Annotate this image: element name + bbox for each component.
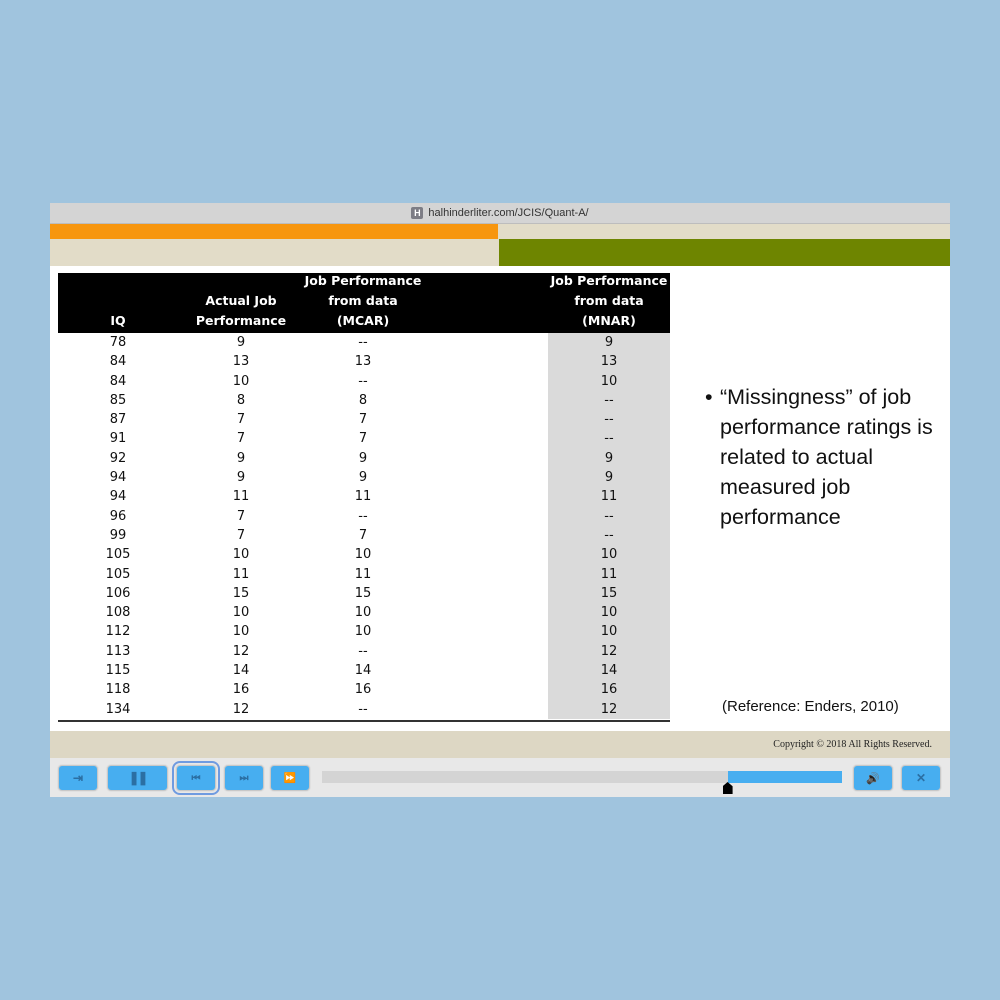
table-row bbox=[58, 603, 670, 622]
cell-iq: 105 bbox=[105, 566, 131, 582]
table-bottom-rule bbox=[58, 720, 670, 722]
cell-iq: 85 bbox=[109, 392, 127, 408]
cell-mcar: 11 bbox=[354, 489, 372, 505]
cell-iq: 108 bbox=[105, 605, 131, 621]
header-band-top bbox=[50, 224, 950, 239]
previous-slide-button[interactable] bbox=[176, 765, 216, 791]
cell-iq: 78 bbox=[109, 335, 127, 350]
cell-mcar: -- bbox=[358, 701, 368, 717]
cell-mcar: -- bbox=[358, 335, 368, 350]
cell-mnar: -- bbox=[604, 392, 614, 408]
cell-actual: 7 bbox=[236, 508, 246, 524]
cell-mnar: 12 bbox=[600, 701, 618, 717]
cell-actual: 9 bbox=[236, 335, 246, 350]
cell-mnar: 11 bbox=[600, 489, 618, 505]
cell-mnar: 9 bbox=[604, 335, 614, 350]
cell-actual: 11 bbox=[232, 489, 250, 505]
cell-actual: 13 bbox=[232, 354, 250, 370]
cell-iq: 134 bbox=[105, 701, 131, 717]
volume-button[interactable] bbox=[853, 765, 893, 791]
cell-mnar: 10 bbox=[600, 624, 618, 640]
cell-iq: 96 bbox=[109, 508, 127, 524]
cell-iq: 91 bbox=[109, 431, 127, 447]
skip-forward-icon: ⏭ bbox=[239, 772, 249, 784]
cell-iq: 118 bbox=[105, 682, 131, 698]
playback-controls bbox=[50, 758, 950, 797]
cell-actual: 11 bbox=[232, 566, 250, 582]
cell-iq: 112 bbox=[105, 624, 131, 640]
exit-button[interactable] bbox=[58, 765, 98, 791]
cell-actual: 10 bbox=[232, 547, 250, 563]
cell-mnar: -- bbox=[604, 431, 614, 447]
cell-actual: 12 bbox=[232, 701, 250, 717]
cell-mnar: 12 bbox=[600, 643, 618, 659]
slide-content bbox=[50, 266, 950, 731]
table-row bbox=[58, 545, 670, 564]
cell-mcar: 9 bbox=[358, 470, 368, 486]
reference-text: (Reference: Enders, 2010) bbox=[722, 698, 899, 715]
cell-mcar: -- bbox=[358, 373, 368, 389]
cell-actual: 7 bbox=[236, 431, 246, 447]
bullet-point bbox=[705, 382, 945, 532]
exit-icon: ⇥ bbox=[72, 771, 84, 785]
site-favicon-icon: H bbox=[411, 207, 423, 219]
table-header bbox=[58, 273, 670, 333]
table-row bbox=[58, 584, 670, 603]
cell-actual: 14 bbox=[232, 663, 250, 679]
cell-mcar: 7 bbox=[358, 527, 368, 543]
cell-mnar: 10 bbox=[600, 547, 618, 563]
cell-mcar: 10 bbox=[354, 605, 372, 621]
table-body bbox=[58, 333, 670, 719]
table-row bbox=[58, 507, 670, 526]
copyright-text: Copyright © 2018 All Rights Reserved. bbox=[773, 739, 932, 750]
cell-actual: 7 bbox=[236, 527, 246, 543]
cell-mnar: 13 bbox=[600, 354, 618, 370]
cell-iq: 84 bbox=[109, 354, 127, 370]
table-row bbox=[58, 700, 670, 719]
cell-actual: 7 bbox=[236, 412, 246, 428]
cell-iq: 106 bbox=[105, 585, 131, 601]
close-icon: ✕ bbox=[915, 771, 927, 785]
cell-mnar: 15 bbox=[600, 585, 618, 601]
data-table bbox=[58, 273, 670, 719]
progress-remaining-fill bbox=[728, 771, 842, 783]
cell-iq: 92 bbox=[109, 450, 127, 466]
cell-mnar: 10 bbox=[600, 605, 618, 621]
next-slide-button[interactable] bbox=[224, 765, 264, 791]
cell-iq: 87 bbox=[109, 412, 127, 428]
fast-forward-icon: ⏩ bbox=[283, 772, 297, 784]
progress-track[interactable] bbox=[322, 771, 842, 783]
table-row bbox=[58, 526, 670, 545]
table-row bbox=[58, 565, 670, 584]
url-text[interactable]: halhinderliter.com/JCIS/Quant-A/ bbox=[428, 207, 589, 219]
header-actual-performance: Actual Job Performance bbox=[195, 293, 287, 328]
table-row bbox=[58, 352, 670, 371]
table-row bbox=[58, 410, 670, 429]
cell-mnar: 16 bbox=[600, 682, 618, 698]
cell-mcar: 7 bbox=[358, 412, 368, 428]
cell-mnar: -- bbox=[604, 412, 614, 428]
table-row bbox=[58, 391, 670, 410]
cell-iq: 115 bbox=[105, 663, 131, 679]
cell-mcar: -- bbox=[358, 508, 368, 524]
cell-mcar: 8 bbox=[358, 392, 368, 408]
table-row bbox=[58, 680, 670, 699]
cell-mcar: 10 bbox=[354, 547, 372, 563]
header-mcar: Job Performance from data (MCAR) bbox=[304, 273, 422, 328]
bullet-icon: • bbox=[705, 385, 713, 409]
cell-iq: 84 bbox=[109, 373, 127, 389]
cell-iq: 94 bbox=[109, 489, 127, 505]
volume-icon: 🔊 bbox=[866, 772, 880, 785]
cell-mcar: 14 bbox=[354, 663, 372, 679]
cell-mnar: 10 bbox=[600, 373, 618, 389]
cell-mcar: 9 bbox=[358, 450, 368, 466]
cell-actual: 10 bbox=[232, 605, 250, 621]
cell-actual: 8 bbox=[236, 392, 246, 408]
table-row bbox=[58, 661, 670, 680]
cell-iq: 94 bbox=[109, 470, 127, 486]
table-row bbox=[58, 429, 670, 448]
cell-actual: 9 bbox=[236, 450, 246, 466]
table-row bbox=[58, 372, 670, 391]
header-mnar: Job Performance from data (MNAR) bbox=[550, 273, 668, 328]
header-iq: IQ bbox=[110, 313, 126, 328]
bullet-text: “Missingness” of job performance ratings is related to actual measured job performance bbox=[720, 385, 933, 529]
green-accent-bar bbox=[499, 239, 950, 266]
table-row bbox=[58, 333, 670, 352]
cell-mcar: 15 bbox=[354, 585, 372, 601]
orange-accent-bar bbox=[50, 224, 498, 239]
fast-forward-button[interactable] bbox=[270, 765, 310, 791]
table-row bbox=[58, 468, 670, 487]
progress-thumb[interactable] bbox=[723, 782, 733, 794]
cell-actual: 9 bbox=[236, 470, 246, 486]
address-bar[interactable] bbox=[50, 203, 950, 224]
footer-band bbox=[50, 731, 950, 758]
cell-mcar: 7 bbox=[358, 431, 368, 447]
close-button[interactable] bbox=[901, 765, 941, 791]
cell-mcar: 10 bbox=[354, 624, 372, 640]
table-row bbox=[58, 487, 670, 506]
cell-mnar: -- bbox=[604, 508, 614, 524]
cell-mcar: 13 bbox=[354, 354, 372, 370]
cell-actual: 10 bbox=[232, 624, 250, 640]
cell-mnar: 9 bbox=[604, 470, 614, 486]
cell-mnar: 9 bbox=[604, 450, 614, 466]
skip-back-icon: ⏮ bbox=[191, 772, 201, 784]
cell-mcar: 16 bbox=[354, 682, 372, 698]
table-row bbox=[58, 622, 670, 641]
cell-actual: 10 bbox=[232, 373, 250, 389]
pause-icon: ❚❚ bbox=[128, 770, 147, 785]
table-row bbox=[58, 642, 670, 661]
header-band-bottom bbox=[50, 239, 950, 266]
cell-mcar: 11 bbox=[354, 566, 372, 582]
cell-iq: 113 bbox=[105, 643, 131, 659]
player-window bbox=[50, 203, 950, 797]
cell-actual: 12 bbox=[232, 643, 250, 659]
cell-mnar: -- bbox=[604, 527, 614, 543]
cell-mcar: -- bbox=[358, 643, 368, 659]
cell-actual: 15 bbox=[232, 585, 250, 601]
cell-actual: 16 bbox=[232, 682, 250, 698]
table-row bbox=[58, 449, 670, 468]
cell-mnar: 11 bbox=[600, 566, 618, 582]
cell-iq: 105 bbox=[105, 547, 131, 563]
cell-iq: 99 bbox=[109, 527, 127, 543]
cell-mnar: 14 bbox=[600, 663, 618, 679]
pause-button[interactable] bbox=[107, 765, 168, 791]
